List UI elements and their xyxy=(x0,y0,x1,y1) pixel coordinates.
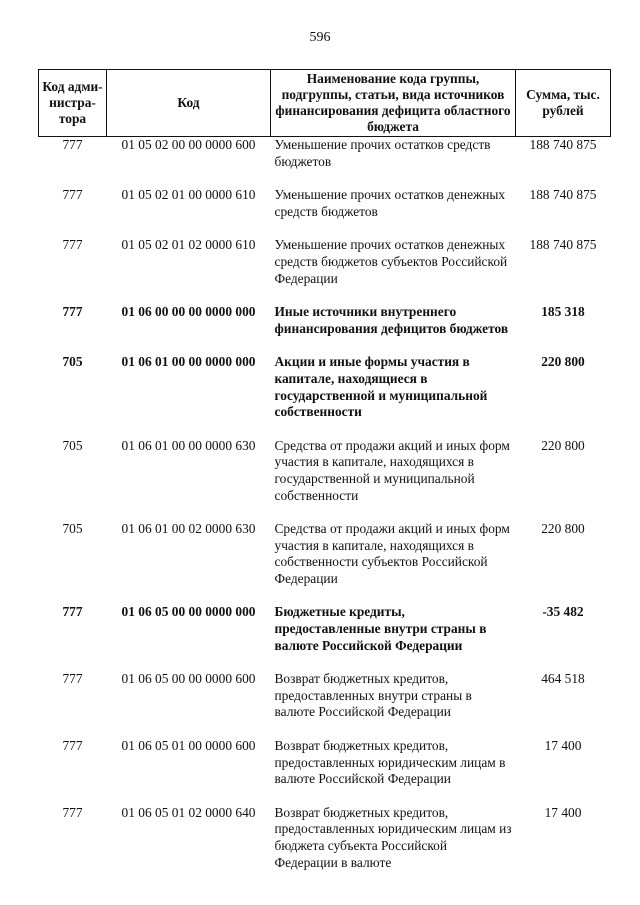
sum-cell: 220 800 xyxy=(541,521,585,537)
admin-code-cell: 777 xyxy=(62,237,83,253)
sum-cell: 188 740 875 xyxy=(529,237,597,253)
code-cell: 01 05 02 00 00 0000 600 xyxy=(121,137,256,152)
code-cell: 01 06 00 00 00 0000 000 xyxy=(121,304,256,320)
table-row xyxy=(39,438,611,521)
admin-code-cell: 705 xyxy=(62,354,83,370)
header-sum: Сумма, тыс. рублей xyxy=(516,70,611,137)
table-body xyxy=(39,137,611,872)
header-name: Наименование кода группы, подгруппы, статьи, вида источников финансирования дефицита областного бюджета xyxy=(271,70,516,137)
table-row xyxy=(39,237,611,304)
sum-cell: 17 400 xyxy=(544,738,582,754)
page-number: 596 xyxy=(309,30,331,45)
admin-code-cell: 705 xyxy=(62,521,83,537)
table-row xyxy=(39,354,611,437)
admin-code-cell: 777 xyxy=(62,137,83,152)
code-cell: 01 06 01 00 00 0000 000 xyxy=(121,354,256,370)
code-cell: 01 06 01 00 02 0000 630 xyxy=(121,521,256,537)
code-cell: 01 06 05 01 02 0000 640 xyxy=(121,804,256,820)
sum-cell: 188 740 875 xyxy=(529,187,597,203)
table-row xyxy=(39,521,611,604)
name-cell: Средства от продажи акций и иных форм участия в капитале, находящихся в собственности субъектов Российской Федерации xyxy=(274,521,510,586)
sum-cell: 188 740 875 xyxy=(529,137,597,152)
admin-code-cell: 777 xyxy=(62,804,83,820)
sum-cell: -35 482 xyxy=(542,604,584,620)
code-cell: 01 06 05 00 00 0000 000 xyxy=(121,604,256,620)
name-cell: Акции и иные формы участия в капитале, находящиеся в государственной и муниципальной собственности xyxy=(274,354,488,420)
admin-code-cell: 777 xyxy=(62,671,83,687)
name-cell: Иные источники внутреннего финансирования дефицитов бюджетов xyxy=(274,304,509,336)
name-cell: Возврат бюджетных кредитов, предоставленных внутри страны в валюте Российской Федерации xyxy=(274,671,472,720)
code-cell: 01 05 02 01 00 0000 610 xyxy=(121,187,256,203)
sum-cell: 464 518 xyxy=(541,671,585,687)
table-row xyxy=(39,671,611,738)
sum-cell: 220 800 xyxy=(541,437,585,453)
name-cell: Уменьшение прочих остатков денежных средств бюджетов субъектов Российской Федерации xyxy=(274,237,508,286)
code-cell: 01 05 02 01 02 0000 610 xyxy=(121,237,256,253)
code-cell: 01 06 05 00 00 0000 600 xyxy=(121,671,256,687)
budget-sources-table xyxy=(38,69,611,871)
table-row xyxy=(39,604,611,671)
admin-code-cell: 777 xyxy=(62,738,83,754)
name-cell: Уменьшение прочих остатков средств бюджетов xyxy=(274,137,491,169)
sum-cell: 17 400 xyxy=(544,804,582,820)
header-admin-code: Код адми-нистра-тора xyxy=(39,70,107,137)
name-cell: Уменьшение прочих остатков денежных средств бюджетов xyxy=(274,187,506,219)
admin-code-cell: 777 xyxy=(62,187,83,203)
admin-code-cell: 777 xyxy=(62,604,83,620)
code-cell: 01 06 01 00 00 0000 630 xyxy=(121,437,256,453)
table-row xyxy=(39,137,611,188)
admin-code-cell: 777 xyxy=(62,304,83,320)
code-cell: 01 06 05 01 00 0000 600 xyxy=(121,738,256,754)
table-row xyxy=(39,738,611,805)
table-header-row xyxy=(39,70,611,137)
admin-code-cell: 705 xyxy=(62,437,83,453)
sum-cell: 185 318 xyxy=(541,304,585,320)
header-code: Код xyxy=(107,70,271,137)
name-cell: Возврат бюджетных кредитов, предоставленных юридическим лицам из бюджета субъекта Российской Федерации в валюте xyxy=(274,804,512,870)
table-row xyxy=(39,304,611,354)
table-row xyxy=(39,187,611,237)
name-cell: Возврат бюджетных кредитов, предоставленных юридическим лицам в валюте Российской Федерации xyxy=(274,738,506,787)
sum-cell: 220 800 xyxy=(541,354,585,370)
name-cell: Бюджетные кредиты, предоставленные внутри страны в валюте Российской Федерации xyxy=(274,604,487,653)
table-row xyxy=(39,805,611,871)
name-cell: Средства от продажи акций и иных форм участия в капитале, находящихся в государственной и муниципальной собственности xyxy=(274,437,510,503)
